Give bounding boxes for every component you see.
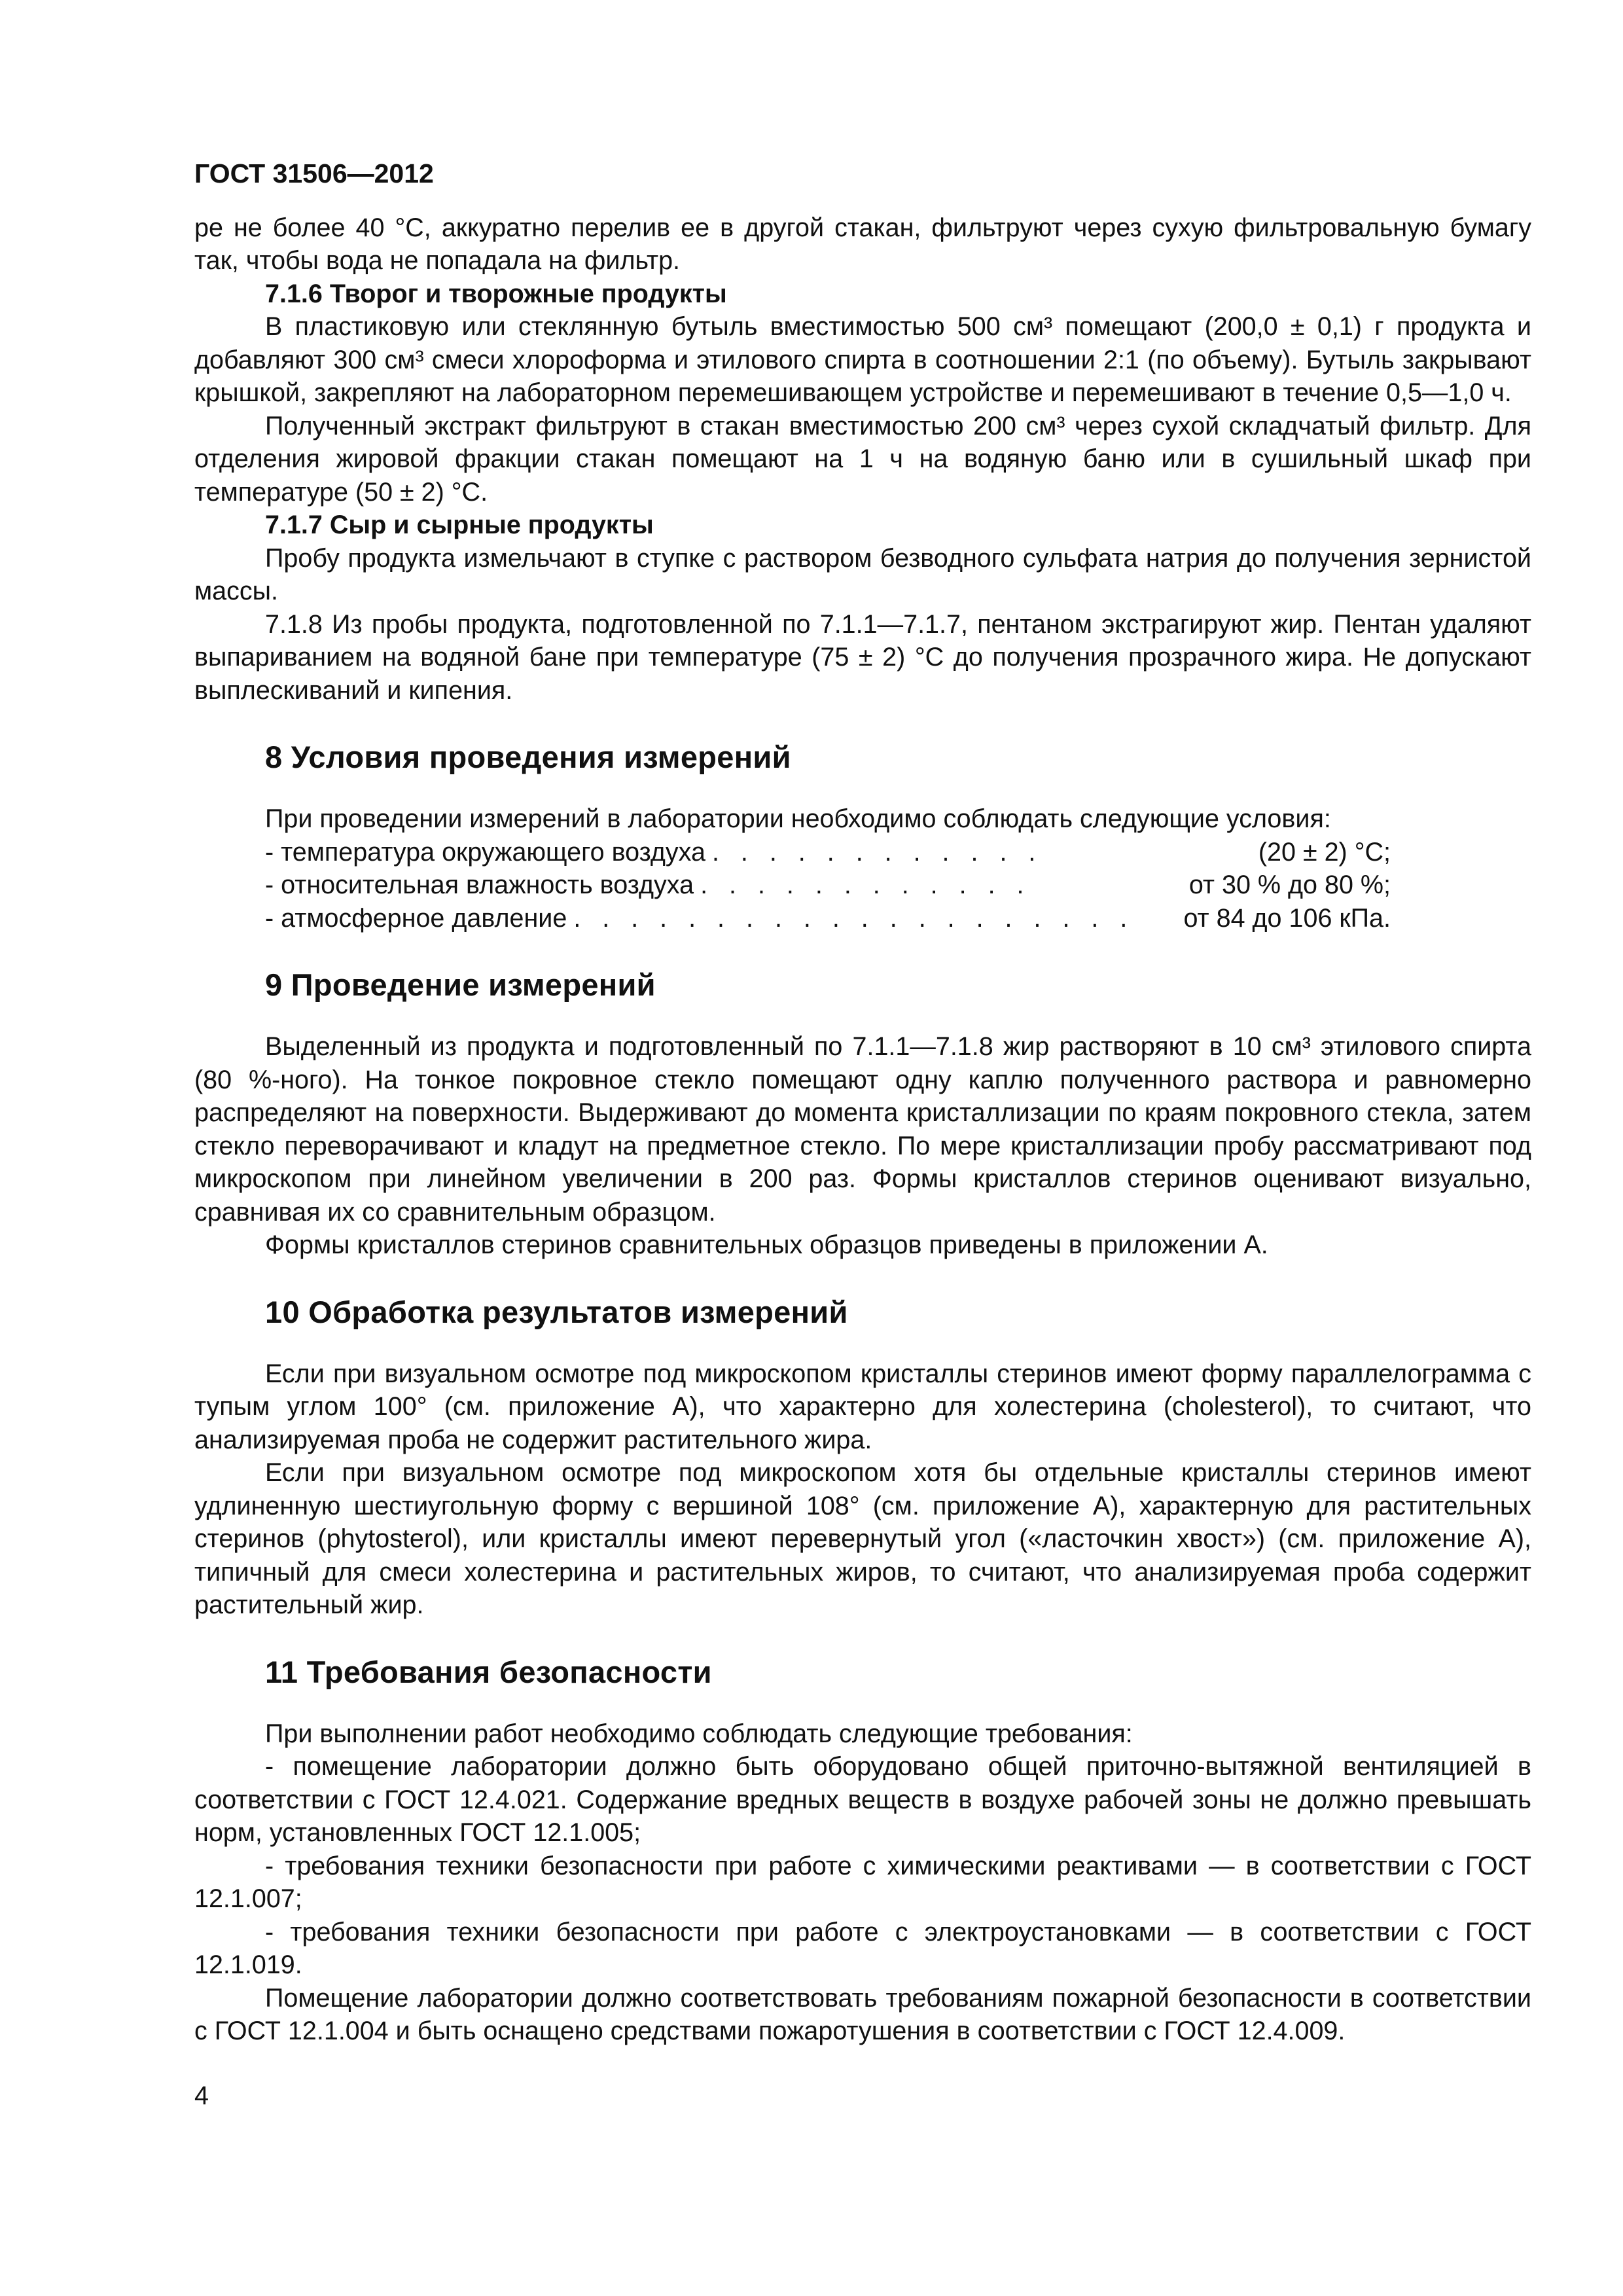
paragraph-7-1-7: Пробу продукта измельчают в ступке с раствором безводного сульфата натрия до получения зернистой массы.: [194, 543, 1531, 605]
paragraph-7-1-6-b: Полученный экстракт фильтруют в стакан вместимостью 200 см³ через сухой складчатый фильтр. Для отделения жировой фракции стакан помещают на 1 ч на водяную баню или в сушильный шкаф при температуре (50 ± 2) °С.: [194, 411, 1531, 507]
requirement-item: - требования техники безопасности при работе с химическими реактивами — в соответствии с ГОСТ 12.1.007;: [194, 1851, 1531, 1913]
paragraph-10-a: Если при визуальном осмотре под микроскопом кристаллы стеринов имеют форму параллелограмма с тупым углом 100° (см. приложение А), что характерно для холестерина (cholesterol), то считают, что анализируемая проба не содержит растительного жира.: [194, 1359, 1531, 1454]
document-id-header: ГОСТ 31506—2012: [194, 158, 434, 188]
document-page: [194, 157, 1531, 2048]
dot-leader: . . . . . . . . . . . . . . . . . . . .: [573, 903, 1135, 933]
paragraph-9-a: Выделенный из продукта и подготовленный по 7.1.1—7.1.8 жир растворяют в 10 см³ этилового спирта (80 %-ного). На тонкое покровное стекло помещают одну каплю полученного раствора и равномерно распределяют на поверхности. Выдерживают до момента кристаллизации по краям покровного стекла, затем стекло переворачивают и кладут на предметное стекло. По мере кристаллизации пробу рассматривают под микроскопом при линейном увеличении в 200 раз. Формы кристаллов стеринов оценивают визуально, сравнивая их со сравнительным образцом.: [194, 1032, 1531, 1227]
subsection-heading-7-1-6: 7.1.6 Творог и творожные продукты: [265, 279, 727, 308]
requirement-item: - требования техники безопасности при работе с электроустановками — в соответствии с ГОСТ 12.1.019.: [194, 1917, 1531, 1979]
page-number: 4: [194, 2081, 209, 2110]
paragraph-7-1-6-a: В пластиковую или стеклянную бутыль вместимостью 500 см³ помещают (200,0 ± 0,1) г продукта и добавляют 300 см³ смеси хлороформа и этилового спирта в соотношении 2:1 (по объему). Бутыль закрывают крышкой, закрепляют на лабораторном перемешивающем устройстве и перемешивают в течение 0,5—1,0 ч.: [194, 312, 1531, 407]
condition-value: от 30 % до 80 %;: [1188, 870, 1391, 899]
condition-row: [194, 902, 1391, 935]
condition-row: [194, 836, 1391, 869]
paragraph-10-b: Если при визуальном осмотре под микроскопом хотя бы отдельные кристаллы стеринов имеют удлиненную шестиугольную форму с вершиной 108° (см. приложение А), характерную для растительных стеринов (phytosterol), или кристаллы имеют перевернутый угол («ласточкин хвост») (см. приложение А), типичный для смеси холестерина и растительных жиров, то считают, что анализируемая проба содержит растительный жир.: [194, 1458, 1531, 1619]
paragraph-7-1-8: 7.1.8 Из пробы продукта, подготовленной по 7.1.1—7.1.7, пентаном экстрагируют жир. Пентан удаляют выпариванием на водяной бане при температуре (75 ± 2) °С до получения прозрачного жира. Не допускают выплескиваний и кипения.: [194, 609, 1531, 705]
condition-value: (20 ± 2) °С;: [1258, 837, 1391, 867]
continuation-paragraph: ре не более 40 °С, аккуратно перелив ее в другой стакан, фильтруют через сухую фильтровальную бумагу так, чтобы вода не попадала на фильтр.: [194, 213, 1531, 275]
dot-leader: . . . . . . . . . . . .: [711, 837, 1043, 867]
paragraph-9-b: Формы кристаллов стеринов сравнительных образцов приведены в приложении А.: [265, 1230, 1268, 1259]
section-heading-8: 8 Условия проведения измерений: [265, 740, 791, 774]
section-heading-9: 9 Проведение измерений: [265, 967, 656, 1002]
section-heading-10: 10 Обработка результатов измерений: [265, 1294, 848, 1329]
conditions-intro: При проведении измерений в лаборатории необходимо соблюдать следующие условия:: [265, 804, 1331, 833]
condition-label: - температура окружающего воздуха: [265, 837, 705, 867]
condition-row: [194, 869, 1391, 902]
condition-label: - относительная влажность воздуха: [265, 870, 694, 899]
subsection-heading-7-1-7: 7.1.7 Сыр и сырные продукты: [265, 511, 654, 539]
dot-leader: . . . . . . . . . . . .: [700, 870, 1031, 899]
requirements-intro: При выполнении работ необходимо соблюдать следующие требования:: [265, 1719, 1133, 1748]
condition-value: от 84 до 106 кПа.: [1183, 903, 1391, 933]
paragraph-11-final: Помещение лаборатории должно соответствовать требованиям пожарной безопасности в соответствии с ГОСТ 12.1.004 и быть оснащено средствами пожаротушения в соответствии с ГОСТ 12.4.009.: [194, 1983, 1531, 2045]
requirement-item: - помещение лаборатории должно быть оборудовано общей приточно-вытяжной вентиляцией в соответствии с ГОСТ 12.4.021. Содержание вредных веществ в воздухе рабочей зоны не должно превышать норм, установленных ГОСТ 12.1.005;: [194, 1752, 1531, 1847]
section-heading-11: 11 Требования безопасности: [265, 1654, 712, 1689]
condition-label: - атмосферное давление: [265, 903, 567, 933]
